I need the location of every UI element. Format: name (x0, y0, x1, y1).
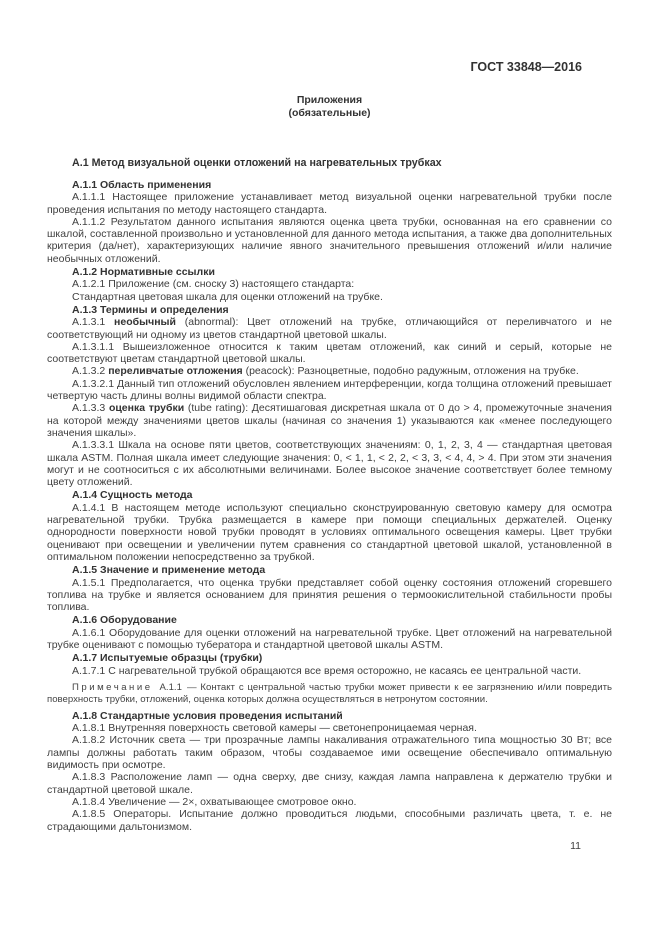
section-heading-a1-4: А.1.4 Сущность метода (72, 489, 193, 502)
section-heading-a1-2: А.1.2 Нормативные ссылки (72, 266, 215, 279)
paragraph-a1-8-1: А.1.8.1 Внутренняя поверхность световой камеры — светонепроницаемая черная. (72, 722, 477, 735)
term-tube-rating: оценка трубки (108, 402, 185, 415)
appendix-title-block (47, 94, 612, 120)
section-heading-a1-1: А.1.1 Область применения (72, 179, 212, 191)
paragraph-a1-6-1: А.1.6.1 Оборудование для оценки отложений на нагревательной трубке. Цвет отложений на нагревательной трубке оценивают с помощью тубератора и стандартной цветовой шкалы ASTM. (47, 626, 612, 651)
term-definition: (peacock): Разноцветные, подобно радужным, отложения на трубке. (242, 365, 579, 378)
paragraph-a1-3-2 (47, 365, 612, 377)
paragraph-a1-3-1-1: А.1.3.1.1 Вышеизложенное относится к таким цветам отложений, как синий и серый, которые не соответствуют цветам стандартной цветовой шкалы. (47, 340, 612, 366)
section-heading-a1-6: А.1.6 Оборудование (72, 614, 177, 627)
clause-number: А.1.3.1 (72, 316, 115, 329)
paragraph-a1-8-2: А.1.8.2 Источник света — три прозрачные лампы накаливания отражательного типа мощностью 30 Вт; все лампы должны работать таким образом, чтобы создаваемое ими освещение обеспечивало оптимальную видимость при осмотре. (47, 734, 612, 772)
note-label: Примечание (72, 681, 153, 693)
term-peacock: переливчатые отложения (108, 365, 243, 378)
term-abnormal: необычный (114, 316, 176, 329)
paragraph-a1-8-3: А.1.8.3 Расположение ламп — одна сверху, две снизу, каждая лампа направлена к держателю трубки и стандартной цветовой шкале. (47, 771, 612, 796)
term-definition: (tube rating): Десятишаговая дискретная шкала от 0 до > 4, промежуточные значения на которой между значениями цветов шкалы (начиная со значения 1) указываются как «менее последующего значения шкалы». (47, 402, 612, 439)
paragraph-a1-8-5: А.1.8.5 Операторы. Испытание должно проводиться людьми, способными различать цвета, т. е. не страдающими дальтонизмом. (47, 808, 612, 833)
note-a1-1 (47, 682, 612, 706)
clause-number: А.1.3.3 (72, 402, 109, 415)
note-text: — Контакт с центральной частью трубки может привести к ее загрязнению и/или повредить поверхность трубки, отложений, оценка которых должна осуществляться в нетронутом состоянии. (47, 681, 612, 705)
page-number: 11 (570, 840, 581, 852)
paragraph-a1-3-3-1: А.1.3.3.1 Шкала на основе пяти цветов, соответствующих значениям: 0, 1, 2, 3, 4 — стандартная цветовая шкала ASTM. Полная шкала имеет следующие значения: 0, < 1, 1, < 2, 2, < 3, 3, < 4, 4, > 4. При этом эти значения могут и не соотноситься с их абсолютными величинами. Более высокое значение соответствует более темному цвету отложений. (47, 439, 612, 489)
paragraph-a1-3-1 (47, 316, 612, 341)
paragraph-a1-2-1: А.1.2.1 Приложение (см. сноску 3) настоящего стандарта: (72, 278, 355, 291)
main-heading: А.1 Метод визуальной оценки отложений на нагревательных трубках (72, 157, 442, 169)
paragraph-a1-8-4: А.1.8.4 Увеличение — 2×, охватывающее смотровое окно. (72, 795, 357, 808)
note-number: А.1.1 (159, 681, 182, 693)
term-definition: (abnormal): Цвет отложений на трубке, отличающийся от переливчатого и не соответствующий ни одному из цветов стандартной цветовой шкалы. (47, 316, 612, 341)
paragraph-a1-1-2: А.1.1.2 Результатом данного испытания являются оценка цвета трубки, основанная на его сравнении со шкалой, составленной произвольно и установленной для данного метода испытания, а также два дополнительных критерия (да/нет), характеризующих наличие явного значительного превышения отложений и/или наличие необычных отложений. (47, 215, 612, 265)
paragraph-a1-4-1: А.1.4.1 В настоящем методе используют специально сконструированную световую камеру для осмотра нагревательной трубки. Трубка размещается в камере при помощи специальных держателей. Оценку однородности поверхности новой трубки проводят в условиях оптимального освещения камеры. Цвет трубки оценивают при освещении и увеличении путем сравнения со стандартной цветовой шкалой, установленной в оптимальном положении непосредственно за трубкой. (47, 501, 612, 563)
section-heading-a1-3: А.1.3 Термины и определения (72, 303, 229, 316)
appendix-subtitle: (обязательные) (288, 107, 371, 119)
section-heading-a1-8: А.1.8 Стандартные условия проведения испытаний (72, 709, 343, 722)
paragraph-a1-3-3 (47, 402, 612, 439)
clause-number: А.1.3.2 (72, 365, 109, 378)
section-heading-a1-5: А.1.5 Значение и применение метода (72, 564, 266, 577)
paragraph-a1-7-1: А.1.7.1 С нагревательной трубкой обращаются все время осторожно, не касаясь ее центральной части. (72, 664, 582, 677)
paragraph-a1-1-1: А.1.1.1 Настоящее приложение устанавливает метод визуальной оценки нагревательной трубки после проведения испытания по методу настоящего стандарта. (47, 191, 612, 216)
section-heading-a1-7: А.1.7 Испытуемые образцы (трубки) (72, 652, 263, 665)
appendix-title: Приложения (296, 94, 363, 106)
paragraph-color-scale-ref: Стандартная цветовая шкала для оценки отложений на трубке. (72, 290, 383, 303)
paragraph-a1-3-2-1: А.1.3.2.1 Данный тип отложений обусловлен явлением интерференции, когда толщина отложений превышает четвертую часть длины волны видимой области спектра. (47, 377, 612, 403)
doc-code: ГОСТ 33848—2016 (470, 60, 582, 74)
paragraph-a1-5-1: А.1.5.1 Предполагается, что оценка трубки представляет собой оценку состояния отложений сгоревшего топлива на трубке и является основанием для принятия решения о термоокислительной стабильности пробы топлива. (47, 576, 612, 614)
